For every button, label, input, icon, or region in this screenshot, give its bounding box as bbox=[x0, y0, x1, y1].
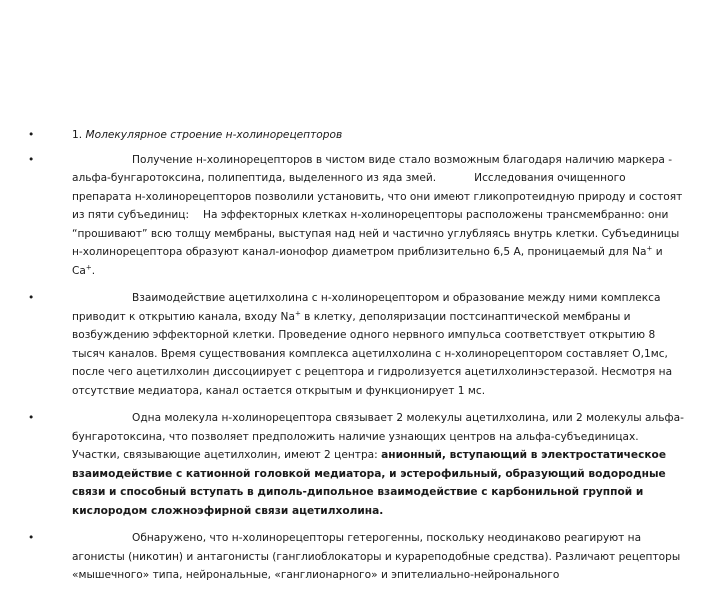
bullet-icon: • bbox=[28, 412, 35, 424]
paragraph-text: Обнаружено, что н-холинорецепторы гетерогенны, поскольку неодинаково реагируют на агонисты (никотин) и антагонисты (ганглиоблокаторы и курареподобные средства). Различают рецепторы «мышечного» типа, нейрональные, «ганглионарного» и эпителиально-нейронального bbox=[72, 532, 681, 581]
paragraph-text: в клетку, деполяризации постсинаптической мембраны и возбуждению эффекторной клетки. Проведение одного нервного импульса соответствует открытию 8 тысяч каналов. Время существования комплекса ацетилхолина с н-холинорецептором составляет О,1мс, после чего ацетилхолин диссоциирует с рецептора и гидролизуется ацетилхолинэстеразой. Несмотря на отсутствие медиатора, канал остается открытым и функционирует 1 мс. bbox=[72, 310, 673, 397]
bullet-icon: • bbox=[28, 532, 35, 544]
bullet-item-heading bbox=[28, 126, 688, 145]
section-number: 1. bbox=[72, 129, 83, 141]
superscript-plus: + bbox=[646, 244, 653, 253]
paragraph-bold-text: анионный, вступающий в электростатическое взаимодействие с катионной головкой медиатора, и эстерофильный, образующий водородные связи и способный вступать в диполь-дипольное взаимодействие с карбонильной группой и кислородом сложноэфирной связи ацетилхолина. bbox=[72, 449, 667, 517]
paragraph-text: . bbox=[91, 264, 96, 277]
superscript-plus: + bbox=[294, 308, 301, 317]
paragraph-text: Участки, связывающие ацетилхолин, имеют 2 центра: bbox=[72, 449, 378, 461]
paragraph-text: Одна молекула н-холинорецептора связывает 2 молекулы ацетилхолина, или 2 молекулы альфа-бунгаротоксина, что позволяет предположить наличие узнающих центров на альфа-субъединицах. bbox=[72, 412, 684, 443]
superscript-plus: + bbox=[85, 262, 92, 271]
bullet-item-interaction bbox=[28, 289, 688, 400]
paragraph-text: и Ca bbox=[72, 246, 663, 277]
section-title: Молекулярное строение н-холинорецепторов bbox=[85, 129, 343, 141]
paragraph-text: Получение н-холинорецепторов в чистом виде стало возможным благодаря наличию маркера - альфа-бунгаротоксина, полипептида, выделенного из яда змей. bbox=[72, 153, 673, 184]
paragraph-text: На эффекторных клетках н-холинорецепторы расположены трансмембранно: они “прошивают” всю толщу мембраны, выступая над ней и частично углубляясь внутрь клетки. Субъединицы н-холинорецептора образуют канал-ионофор диаметром приблизительно 6,5 А, проницаемый для Na bbox=[72, 209, 680, 258]
bullet-item-isolation bbox=[28, 151, 688, 281]
bullet-icon: • bbox=[28, 153, 35, 166]
bullet-item-heterogeneity bbox=[28, 529, 688, 585]
bullet-item-binding bbox=[28, 409, 688, 520]
slide-body bbox=[28, 126, 688, 594]
paragraph-text: Исследования очищенного препарата н-холинорецепторов позволили установить, что они имеют гликопротеидную природу и состоят из пяти субъединиц: bbox=[72, 172, 683, 221]
bullet-icon: • bbox=[28, 129, 35, 141]
bullet-icon: • bbox=[28, 292, 35, 304]
paragraph-text: Взаимодействие ацетилхолина с н-холинорецептором и образование между ними комплекса приводит к открытию канала, входу Na bbox=[72, 292, 661, 323]
